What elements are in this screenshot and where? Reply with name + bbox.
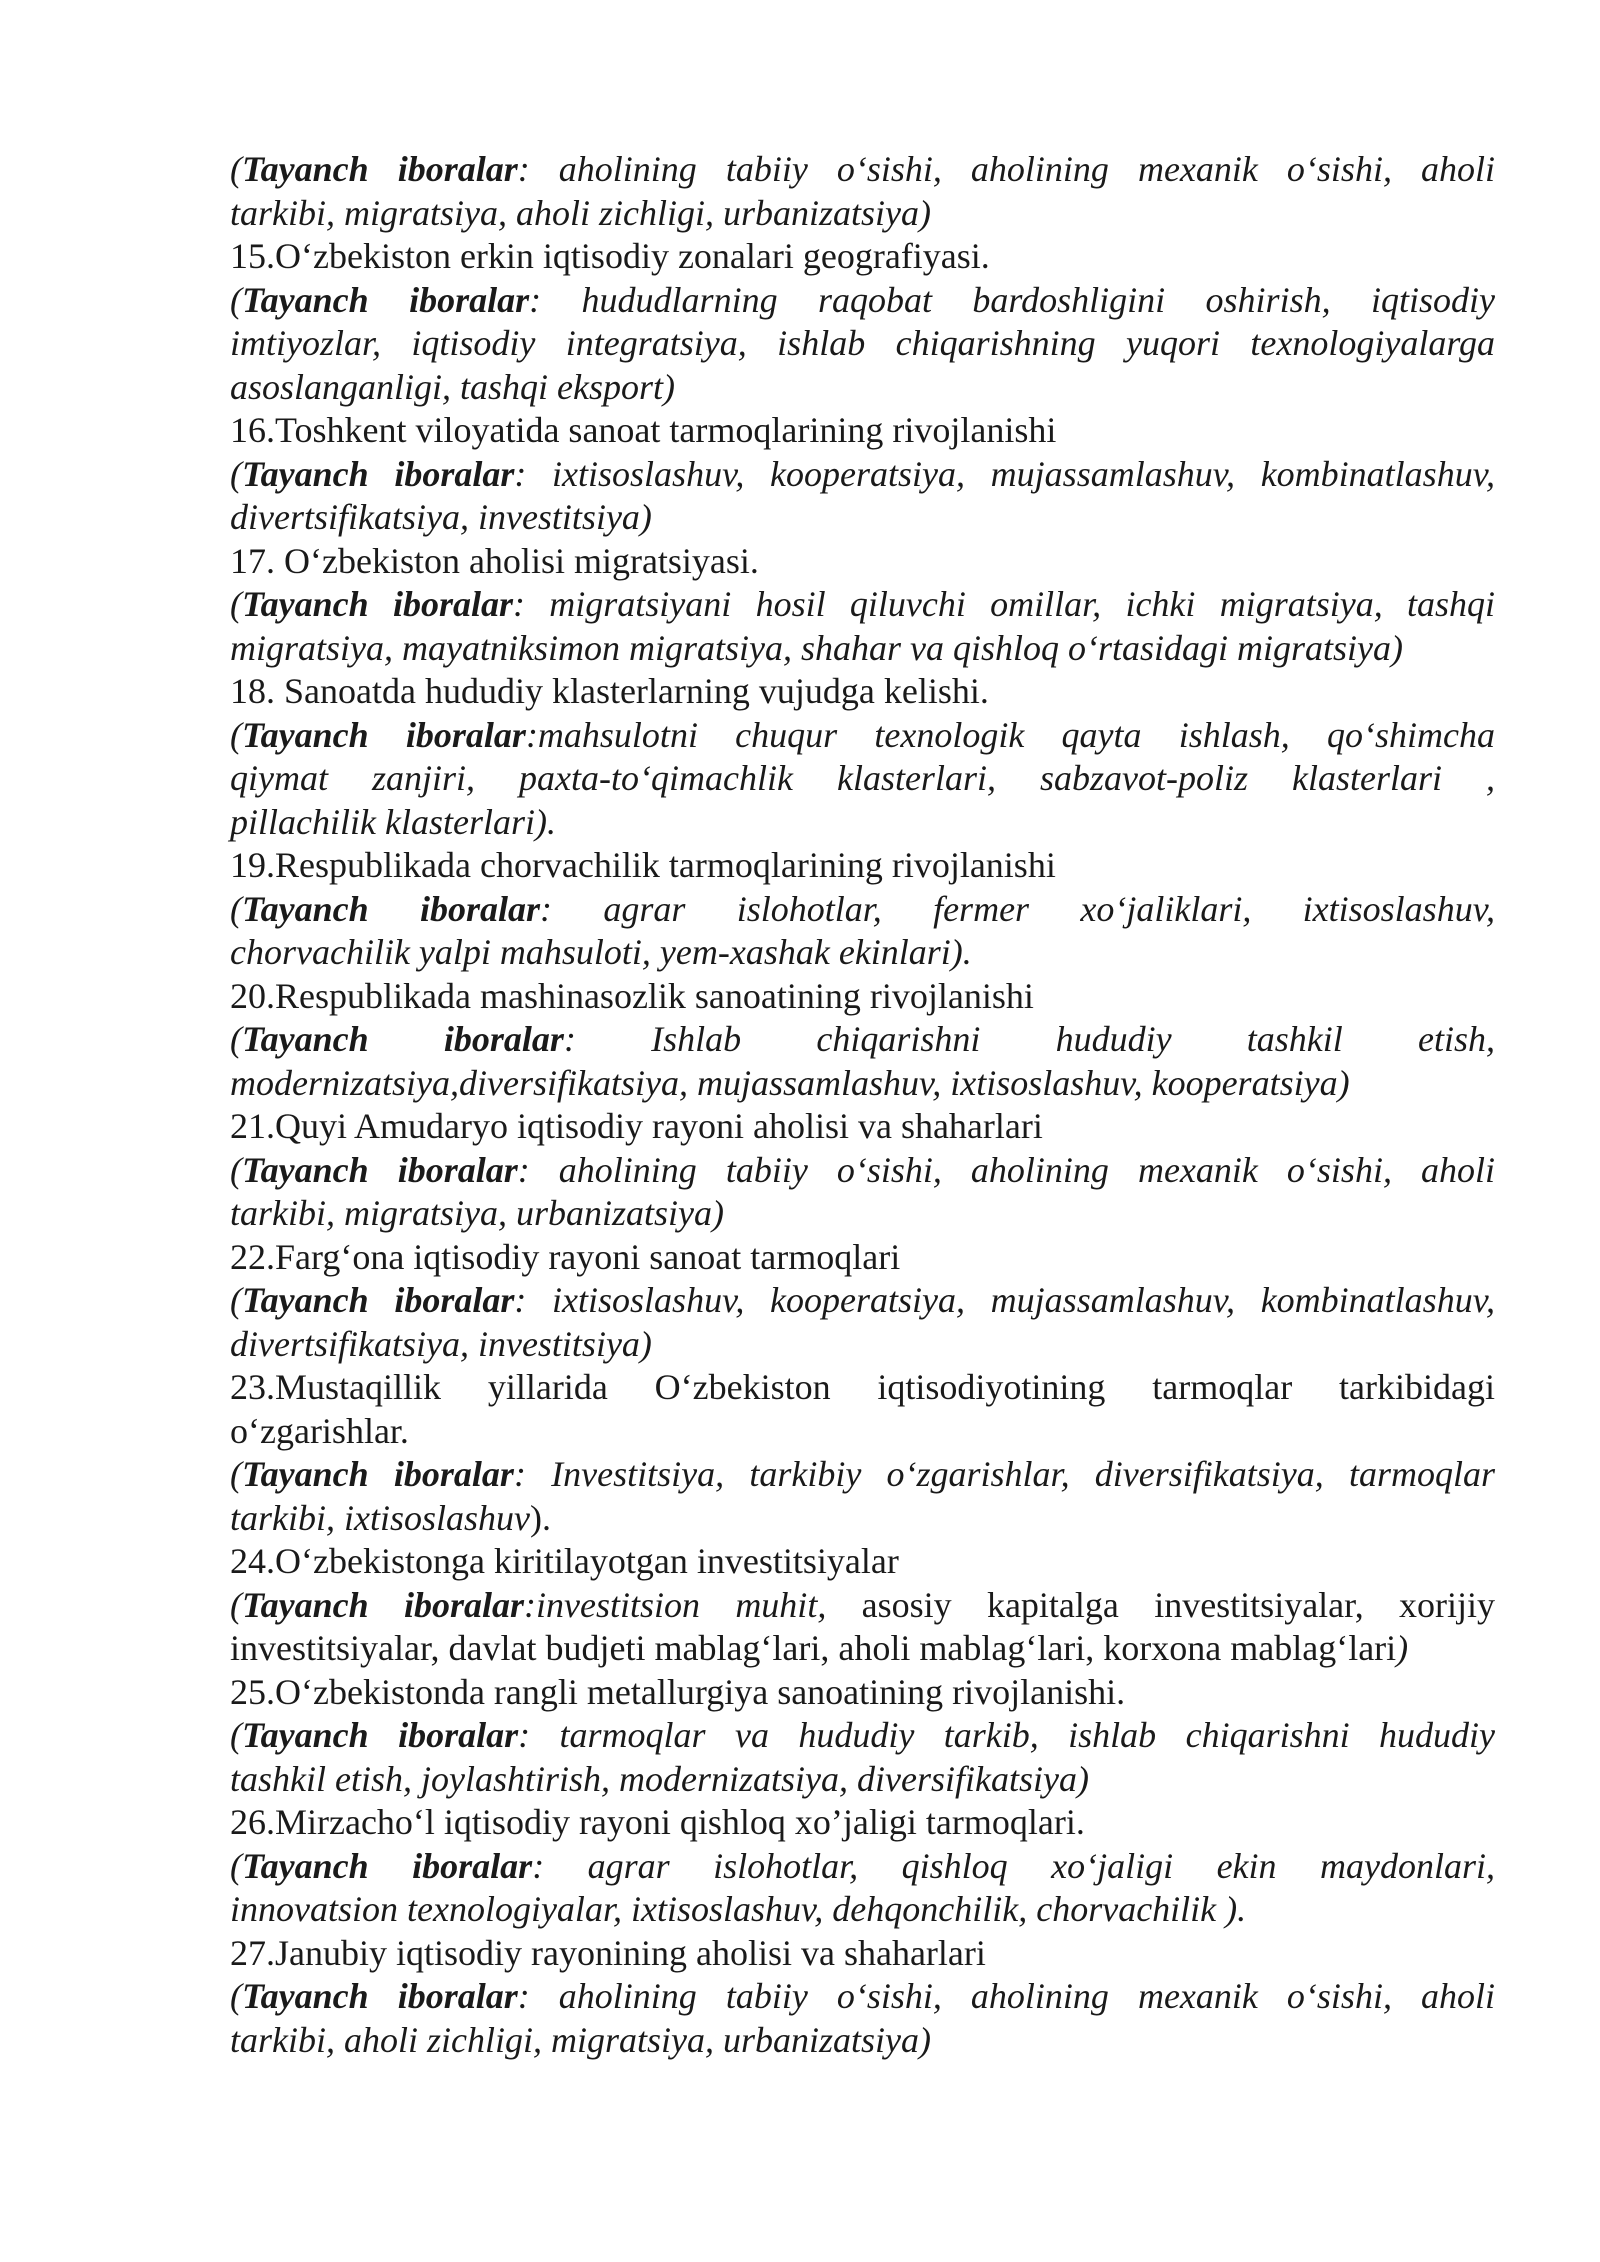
keywords-label: Tayanch iboralar — [242, 1454, 514, 1494]
keywords-label: Tayanch iboralar — [242, 1280, 515, 1320]
keywords-label: Tayanch iboralar — [242, 149, 518, 189]
keywords-text: tarkibi, ixtisoslashuv — [230, 1497, 530, 1538]
topic-heading-line — [230, 1236, 1495, 1280]
topic-text: 15.O‘zbekiston erkin iqtisodiy zonalari geografiyasi. — [230, 236, 990, 276]
keywords-line — [230, 1323, 1495, 1367]
open-paren: ( — [230, 1149, 242, 1190]
open-paren: ( — [230, 1454, 242, 1494]
keywords-text: : ixtisoslashuv, kooperatsiya, mujassamlashuv, kombinatlashuv, — [514, 1280, 1495, 1320]
keywords-text: : aholining tabiiy o‘sishi, aholining mexanik o‘sishi, aholi — [517, 149, 1495, 189]
keywords-line — [230, 888, 1495, 932]
open-paren: ( — [230, 1976, 242, 2016]
keywords-text: modernizatsiya,diversifikatsiya, mujassamlashuv, ixtisoslashuv, kooperatsiya) — [230, 1062, 1350, 1103]
keywords-line — [230, 1497, 1495, 1541]
keywords-text: imtiyozlar, iqtisodiy integratsiya, ishlab chiqarishning yuqori texnologiyalarga — [230, 323, 1495, 363]
keywords-text: : aholining tabiiy o‘sishi, aholining mexanik o‘sishi, aholi — [517, 1976, 1495, 2016]
topic-text: investitsiyalar, davlat budjeti mablag‘lari, aholi mablag‘lari, korxona mablag‘lari — [230, 1628, 1397, 1668]
keywords-text: tarkibi, aholi zichligi, migratsiya, urbanizatsiya) — [230, 2019, 931, 2060]
keywords-line — [230, 1888, 1495, 1932]
keywords-label: Tayanch iboralar — [242, 1019, 564, 1059]
keywords-text: : agrar islohotlar, fermer xo‘jaliklari, ixtisoslashuv, — [540, 888, 1495, 929]
topic-heading-line — [230, 1540, 1495, 1584]
keywords-line — [230, 1714, 1495, 1758]
closing-punct: ). — [530, 1497, 551, 1538]
keywords-line — [230, 1584, 1495, 1628]
keywords-text: qiymat zanjiri, paxta-to‘qimachlik klasterlari, sabzavot-poliz klasterlari , — [230, 758, 1495, 798]
topic-text: 16.Toshkent viloyatida sanoat tarmoqlarining rivojlanishi — [230, 410, 1057, 450]
keywords-line — [230, 1453, 1495, 1497]
keywords-line — [230, 496, 1495, 540]
keywords-text: : aholining tabiiy o‘sishi, aholining mexanik o‘sishi, aholi — [517, 1149, 1495, 1190]
keywords-label: Tayanch iboralar — [242, 1976, 518, 2016]
topic-heading-line — [230, 1671, 1495, 1715]
open-paren: ( — [230, 584, 242, 624]
open-paren: ( — [230, 1845, 242, 1886]
topic-text: 24.O‘zbekistonga kiritilayotgan investitsiyalar — [230, 1541, 899, 1581]
topic-text: 17. O‘zbekiston aholisi migratsiyasi. — [230, 540, 759, 581]
topic-text: 25.O‘zbekistonda rangli metallurgiya sanoatining rivojlanishi. — [230, 1671, 1126, 1712]
keywords-label: Tayanch iboralar — [242, 714, 526, 755]
keywords-line — [230, 1149, 1495, 1193]
keywords-line — [230, 931, 1495, 975]
topic-heading-line — [230, 1801, 1495, 1845]
open-paren: ( — [230, 1280, 242, 1320]
topic-heading-line — [230, 235, 1495, 279]
topic-text: o‘zgarishlar. — [230, 1410, 409, 1451]
topic-heading-line — [230, 409, 1495, 453]
keywords-label: Tayanch iboralar — [242, 1584, 525, 1625]
keywords-text: chorvachilik yalpi mahsuloti, yem-xashak ekinlari). — [230, 932, 972, 972]
keywords-text: : Investitsiya, tarkibiy o‘zgarishlar, diversifikatsiya, tarmoqlar — [513, 1454, 1495, 1494]
topic-text: 22.Farg‘ona iqtisodiy rayoni sanoat tarmoqlari — [230, 1236, 901, 1277]
keywords-text: pillachilik klasterlari). — [230, 801, 556, 842]
keywords-line — [230, 1845, 1495, 1889]
keywords-text: tarkibi, migratsiya, aholi zichligi, urbanizatsiya) — [230, 192, 931, 233]
keywords-label: Tayanch iboralar — [242, 279, 530, 320]
open-paren: ( — [230, 453, 242, 494]
keywords-line — [230, 1062, 1495, 1106]
keywords-line — [230, 801, 1495, 845]
keywords-line — [230, 322, 1495, 366]
open-paren: ( — [230, 1584, 242, 1625]
topic-heading-line — [230, 540, 1495, 584]
keywords-line — [230, 714, 1495, 758]
keywords-text: : Ishlab chiqarishni hududiy tashkil etish, — [563, 1019, 1495, 1059]
keywords-text: divertsifikatsiya, investitsiya) — [230, 1323, 652, 1364]
keywords-text: asoslanganligi, tashqi eksport) — [230, 366, 676, 407]
keywords-line — [230, 627, 1495, 671]
keywords-line — [230, 279, 1495, 323]
keywords-text: tashkil etish, joylashtirish, modernizatsiya, diversifikatsiya) — [230, 1758, 1089, 1799]
keywords-text: tarkibi, migratsiya, urbanizatsiya) — [230, 1193, 724, 1233]
keywords-line — [230, 1018, 1495, 1062]
open-paren: ( — [230, 279, 242, 320]
keywords-line — [230, 583, 1495, 627]
keywords-label: Tayanch iboralar — [242, 453, 515, 494]
keywords-line — [230, 192, 1495, 236]
topic-text: 26.Mirzacho‘l iqtisodiy rayoni qishloq xo’jaligi tarmoqlari. — [230, 1802, 1085, 1842]
keywords-line — [230, 148, 1495, 192]
topic-heading-line — [230, 844, 1495, 888]
open-paren: ( — [230, 1715, 242, 1755]
closing-punct: ) — [1396, 1628, 1409, 1668]
keywords-line — [230, 2019, 1495, 2063]
keywords-line — [230, 1975, 1495, 2019]
keywords-text: : tarmoqlar va hududiy tarkib, ishlab chiqarishni hududiy — [518, 1715, 1495, 1755]
keywords-text: : ixtisoslashuv, kooperatsiya, mujassamlashuv, kombinatlashuv, — [514, 453, 1495, 494]
topic-heading-line — [230, 1366, 1495, 1410]
keywords-text: :mahsulotni chuqur texnologik qayta ishlash, qo‘shimcha — [525, 714, 1495, 755]
keywords-label: Tayanch iboralar — [242, 1149, 518, 1190]
open-paren: ( — [230, 1019, 242, 1059]
topic-text: 23.Mustaqillik yillarida O‘zbekiston iqtisodiyotining tarmoqlar tarkibidagi — [230, 1367, 1495, 1407]
keywords-text: asosiy kapitalga investitsiyalar, xorijiy — [826, 1584, 1496, 1625]
document-page — [230, 148, 1495, 2062]
keywords-line — [230, 1279, 1495, 1323]
keywords-line — [230, 453, 1495, 497]
keywords-text: divertsifikatsiya, investitsiya) — [230, 497, 652, 537]
topic-text: 21.Quyi Amudaryo iqtisodiy rayoni aholisi va shaharlari — [230, 1106, 1043, 1146]
open-paren: ( — [230, 149, 242, 189]
keywords-line — [230, 1192, 1495, 1236]
keywords-line — [230, 757, 1495, 801]
topic-text: 18. Sanoatda hududiy klasterlarning vujudga kelishi. — [230, 671, 989, 711]
keywords-label: Tayanch iboralar — [242, 1715, 519, 1755]
topic-heading-line — [230, 1932, 1495, 1976]
topic-heading-line — [230, 1410, 1495, 1454]
keywords-label: Tayanch iboralar — [242, 1845, 533, 1886]
topic-text: 19.Respublikada chorvachilik tarmoqlarining rivojlanishi — [230, 845, 1056, 885]
keywords-text: : hududlarning raqobat bardoshligini oshirish, iqtisodiy — [529, 279, 1495, 320]
keywords-text: migratsiya, mayatniksimon migratsiya, shahar va qishloq o‘rtasidagi migratsiya) — [230, 627, 1403, 668]
topic-heading-line — [230, 1105, 1495, 1149]
topic-heading-line — [230, 670, 1495, 714]
open-paren: ( — [230, 888, 242, 929]
keywords-label: Tayanch iboralar — [242, 584, 513, 624]
keywords-line — [230, 1758, 1495, 1802]
keywords-text: :investitsion muhit, — [524, 1584, 827, 1625]
topic-text: 20.Respublikada mashinasozlik sanoatining rivojlanishi — [230, 975, 1034, 1016]
keywords-text: : migratsiyani hosil qiluvchi omillar, ichki migratsiya, tashqi — [513, 584, 1495, 624]
topic-heading-line — [230, 975, 1495, 1019]
keywords-label: Tayanch iboralar — [242, 888, 541, 929]
keywords-line — [230, 366, 1495, 410]
keywords-text: : agrar islohotlar, qishloq xo‘jaligi ekin maydonlari, — [532, 1845, 1495, 1886]
topic-text: 27.Janubiy iqtisodiy rayonining aholisi va shaharlari — [230, 1932, 986, 1973]
keywords-text: innovatsion texnologiyalar, ixtisoslashuv, dehqonchilik, chorvachilik ). — [230, 1889, 1247, 1929]
topic-heading-line — [230, 1627, 1495, 1671]
open-paren: ( — [230, 714, 242, 755]
